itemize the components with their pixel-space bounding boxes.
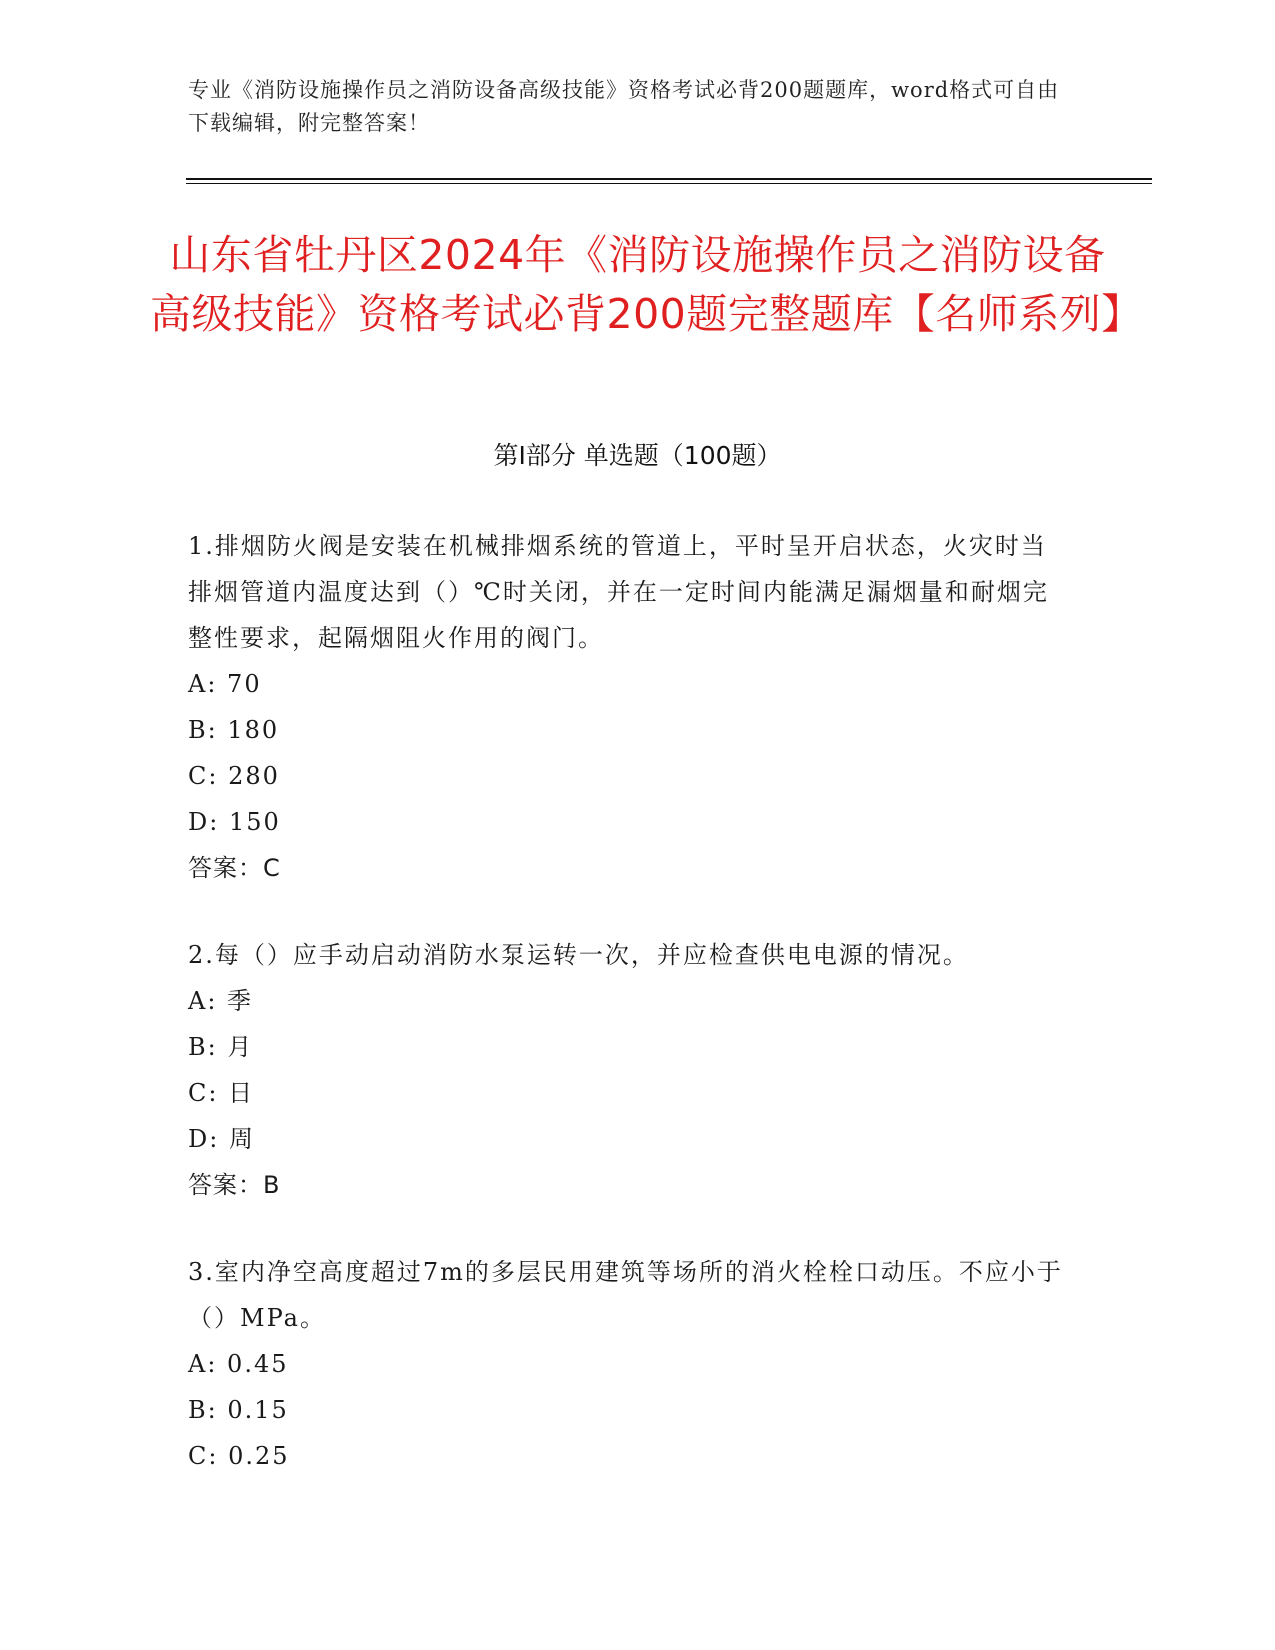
document-title: 山东省牡丹区2024年《消防设施操作员之消防设备高级技能》资格考试必背200题完整题库【名师系列】 <box>150 231 1143 338</box>
option-c: C: 280 <box>188 762 280 790</box>
question-stem: 2.每（）应手动启动消防水泵运转一次，并应检查供电电源的情况。 <box>188 941 969 969</box>
option-c: C: 日 <box>188 1079 255 1107</box>
header-note: 专业《消防设施操作员之消防设备高级技能》资格考试必背200题题库，word格式可自由下载编辑，附完整答案！ <box>188 78 1060 135</box>
option-a: A: 70 <box>188 670 262 698</box>
question-3 <box>188 1249 1068 1479</box>
option-b: B: 180 <box>188 716 280 744</box>
question-stem: 1.排烟防火阀是安装在机械排烟系统的管道上，平时呈开启状态，火灾时当排烟管道内温度达到（）℃时关闭，并在一定时间内能满足漏烟量和耐烟完整性要求，起隔烟阻火作用的阀门。 <box>188 532 1049 652</box>
header-divider <box>186 178 1152 180</box>
option-d: D: 150 <box>188 808 281 836</box>
option-a: A: 季 <box>188 987 254 1015</box>
option-d: D: 周 <box>188 1125 255 1153</box>
question-1 <box>188 523 1068 891</box>
answer: 答案：C <box>188 854 281 882</box>
header-divider-thin <box>186 183 1152 184</box>
question-2 <box>188 932 1068 1208</box>
option-b: B: 月 <box>188 1033 254 1061</box>
option-a: A: 0.45 <box>188 1350 289 1378</box>
option-b: B: 0.15 <box>188 1396 289 1424</box>
section-title: 第I部分 单选题（100题） <box>493 441 782 470</box>
answer: 答案：B <box>188 1171 281 1199</box>
option-c: C: 0.25 <box>188 1442 290 1470</box>
question-stem: 3.室内净空高度超过7m的多层民用建筑等场所的消火栓栓口动压。不应小于（）MPa。 <box>188 1258 1063 1332</box>
